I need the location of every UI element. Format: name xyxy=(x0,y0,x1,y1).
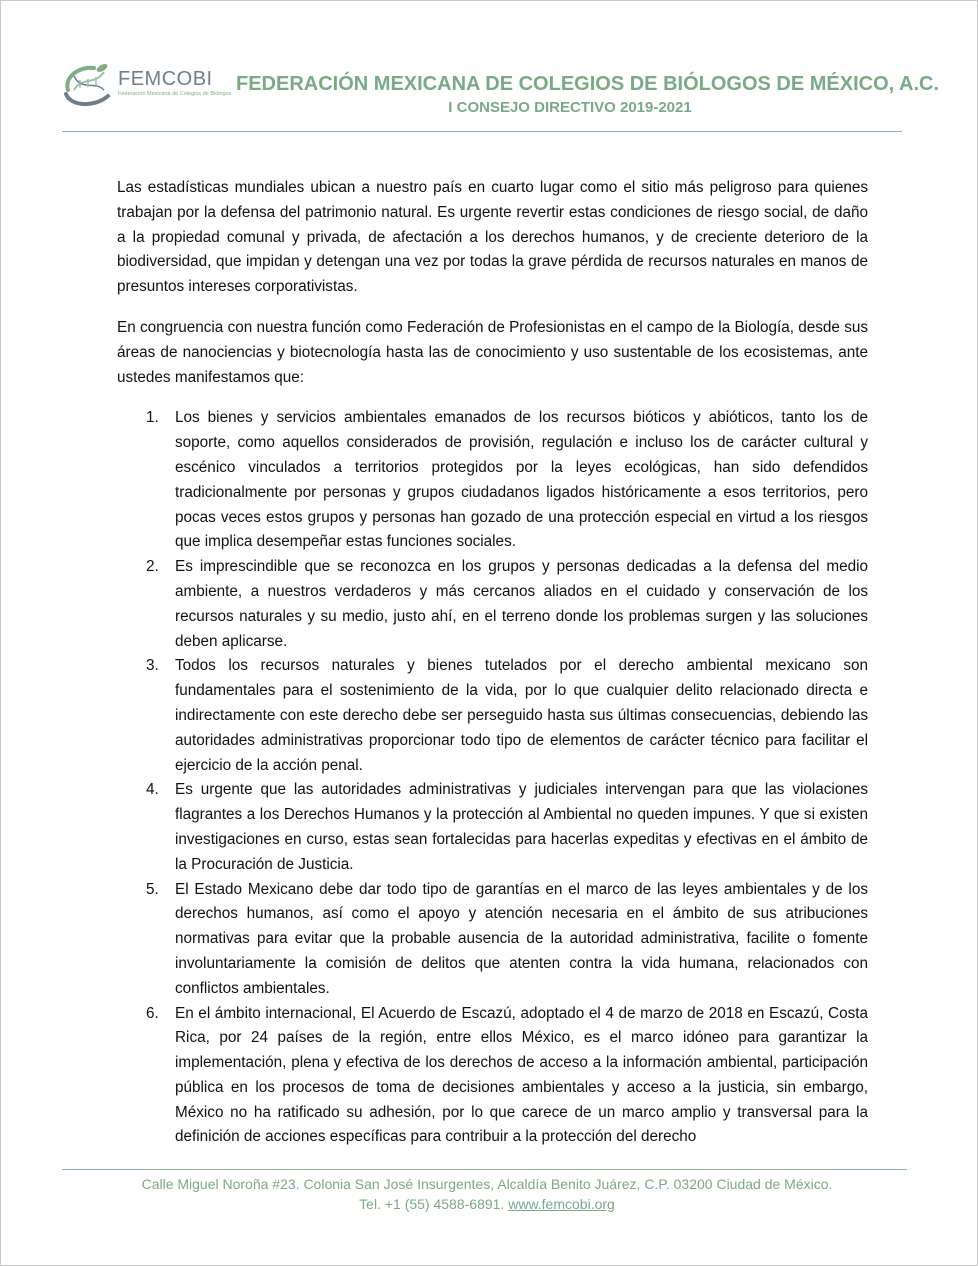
list-item-number: 3. xyxy=(146,657,159,675)
page-subtitle: I CONSEJO DIRECTIVO 2019-2021 xyxy=(448,99,692,116)
list-item xyxy=(117,1002,868,1151)
list-item-number: 4. xyxy=(146,781,159,799)
footer-divider xyxy=(62,1169,907,1170)
femcobi-logo xyxy=(60,60,230,110)
list-item xyxy=(117,778,868,877)
document-body xyxy=(117,176,868,1150)
list-item-text: Todos los recursos naturales y bienes tutelados por el derecho ambiental mexicano son fundamentales para el sostenimiento de la vida, por lo que cualquier delito relacionado directa e indirectamente con este derecho debe ser perseguido hasta sus últimas consecuencias, debiendo las autoridades administrativas proporcionar todo tipo de elementos de carácter técnico para facilitar el ejercicio de la acción penal. xyxy=(175,657,868,774)
list-item xyxy=(117,406,868,555)
list-item xyxy=(117,654,868,778)
list-item-text: El Estado Mexicano debe dar todo tipo de garantías en el marco de las leyes ambientales y de los derechos humanos, así como el apoyo y atención necesaria en el ámbito de sus atribuciones normativas para evitar que la probable ausencia de la autoridad administrativa, facilite o fomente involuntariamente la comisión de delitos que atenten contra la vida humana, relacionados con conflictos ambientales. xyxy=(175,880,868,997)
list-item xyxy=(117,555,868,654)
list-item-number: 1. xyxy=(146,409,159,427)
list-item-text: Es imprescindible que se reconozca en los grupos y personas dedicadas a la defensa del medio ambiente, a nuestros verdaderos y más cercanos aliados en el cuidado y conservación de los recursos naturales y su medio, justo ahí, en el terreno donde los problemas surgen y las soluciones deben aplicarse. xyxy=(175,558,868,650)
list-item-number: 2. xyxy=(146,558,159,576)
logo-name: FEMCOBI xyxy=(118,68,213,90)
header-divider xyxy=(62,131,902,132)
list-item-number: 5. xyxy=(146,880,159,898)
demands-list xyxy=(117,406,868,1150)
intro-paragraph: Las estadísticas mundiales ubican a nuestro país en cuarto lugar como el sitio más peligroso para quienes trabajan por la defensa del patrimonio natural. Es urgente revertir estas condiciones de riesgo social, de daño a la propiedad comunal y privada, de afectación a los derechos humanos, y de creciente deterioro de la biodiversidad, que impidan y detengan una vez por todas la grave pérdida de recursos naturales en manos de presuntos intereses corporativistas. xyxy=(117,179,868,296)
list-item-text: En el ámbito internacional, El Acuerdo de Escazú, adoptado el 4 de marzo de 2018 en Escazú, Costa Rica, por 24 países de la región, entre ellos México, es el marco idóneo para garantizar la implementación, plena y efectiva de los derechos de acceso a la información ambiental, participación pública en los procesos de toma de decisiones ambientales y acceso a la justicia, sin embargo, México no ha ratificado su adhesión, por lo que carece de un marco amplio y transversal para la definición de acciones específicas para contribuir a la protección del derecho xyxy=(175,1004,868,1146)
footer-contact xyxy=(62,1196,912,1212)
statement-paragraph: En congruencia con nuestra función como Federación de Profesionistas en el campo de la Biología, desde sus áreas de nanociencias y biotecnología hasta las de conocimiento y uso sustentable de los ecosistemas, ante ustedes manifestamos que: xyxy=(117,318,868,386)
list-item-number: 6. xyxy=(146,1004,159,1022)
list-item xyxy=(117,878,868,1002)
list-item-text: Es urgente que las autoridades administrativas y judiciales intervengan para que las violaciones flagrantes a los Derechos Humanos y la protección al Ambiental no queden impunes. Y que si existen investigaciones en curso, estas sean fortalecidas para hacerlas expeditas y efectivas en el ámbito de la Procuración de Justicia. xyxy=(175,781,868,873)
website-link[interactable]: www.femcobi.org xyxy=(508,1196,615,1212)
footer-address: Calle Miguel Noroña #23. Colonia San José Insurgentes, Alcaldía Benito Juárez, C.P. 03200 Ciudad de México. xyxy=(141,1176,833,1192)
logo-tagline: Federación Mexicana de Colegios de Biólogos xyxy=(118,91,232,97)
footer-phone: Tel. +1 (55) 4588-6891. xyxy=(359,1196,505,1212)
list-item-text: Los bienes y servicios ambientales emanados de los recursos bióticos y abióticos, tanto los de soporte, como aquellos considerados de provisión, regulación e incluso los de carácter cultural y escénico vinculados a territorios protegidos por la leyes ecológicas, han sido defendidos tradicionalmente por personas y grupos ciudadanos ligados históricamente a esos territorios, pero pocas veces estos grupos y personas han gozado de una protección especial en virtud a los riesgos que implica desempeñar estas funciones sociales. xyxy=(175,409,868,551)
page-title: FEDERACIÓN MEXICANA DE COLEGIOS DE BIÓLOGOS DE MÉXICO, A.C. xyxy=(236,73,940,95)
dna-leaf-logo-icon xyxy=(60,60,120,110)
